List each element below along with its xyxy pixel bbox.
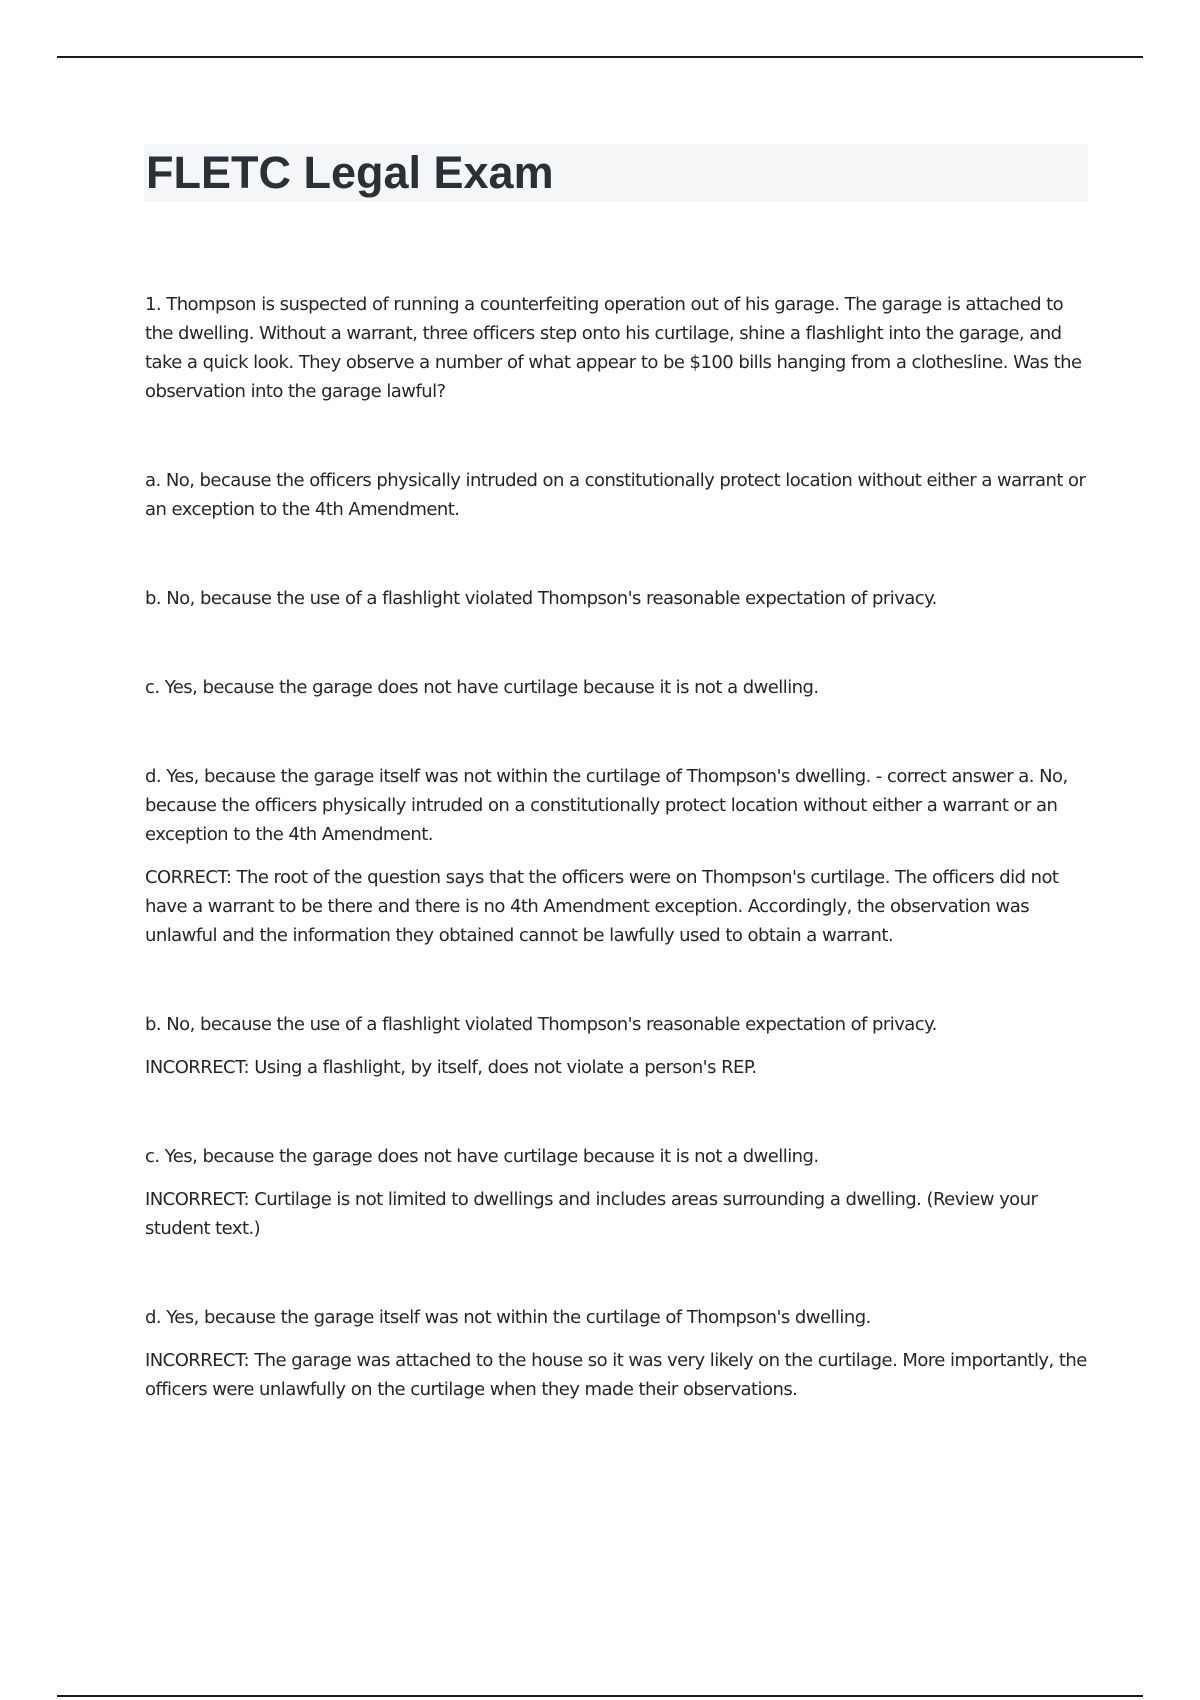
- option-d-with-correct-answer: d. Yes, because the garage itself was not within the curtilage of Thompson's dwelling. - correct answer a. No, because the officers physically intruded on a constitutionally protect location without either a warrant or an exception to the 4th Amendment.: [145, 766, 1068, 845]
- incorrect-explanation-b: INCORRECT: Using a flashlight, by itself, does not violate a person's REP.: [145, 1057, 757, 1078]
- top-divider: [57, 56, 1143, 58]
- page-title: FLETC Legal Exam: [146, 147, 554, 198]
- incorrect-option-c: c. Yes, because the garage does not have curtilage because it is not a dwelling.: [145, 1146, 819, 1167]
- incorrect-option-d: d. Yes, because the garage itself was not within the curtilage of Thompson's dwelling.: [145, 1307, 871, 1328]
- incorrect-option-b: b. No, because the use of a flashlight violated Thompson's reasonable expectation of privacy.: [145, 1014, 937, 1035]
- incorrect-explanation-c: INCORRECT: Curtilage is not limited to dwellings and includes areas surrounding a dwelling. (Review your student text.): [145, 1189, 1038, 1239]
- document-body: [145, 290, 1090, 1464]
- option-b: b. No, because the use of a flashlight violated Thompson's reasonable expectation of privacy.: [145, 588, 937, 609]
- option-c: c. Yes, because the garage does not have curtilage because it is not a dwelling.: [145, 677, 819, 698]
- correct-explanation: CORRECT: The root of the question says that the officers were on Thompson's curtilage. The officers did not have a warrant to be there and there is no 4th Amendment exception. Accordingly, the observation was unlawful and the information they obtained cannot be lawfully used to obtain a warrant.: [145, 867, 1059, 946]
- bottom-divider: [57, 1695, 1143, 1697]
- incorrect-explanation-d: INCORRECT: The garage was attached to the house so it was very likely on the curtilage. More importantly, the officers were unlawfully on the curtilage when they made their observations.: [145, 1350, 1087, 1400]
- option-a: a. No, because the officers physically intruded on a constitutionally protect location without either a warrant or an exception to the 4th Amendment.: [145, 470, 1086, 520]
- question-text: 1. Thompson is suspected of running a counterfeiting operation out of his garage. The garage is attached to the dwelling. Without a warrant, three officers step onto his curtilage, shine a flashlight into the garage, and take a quick look. They observe a number of what appear to be $100 bills hanging from a clothesline. Was the observation into the garage lawful?: [145, 294, 1082, 402]
